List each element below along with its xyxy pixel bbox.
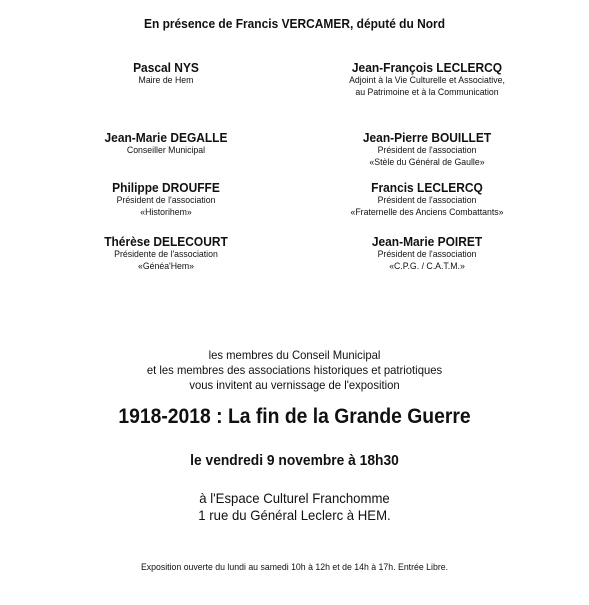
person-name: Jean-Marie POIRET [371, 234, 483, 249]
person-role: Président de l'association [116, 195, 216, 206]
person-block [297, 180, 557, 219]
person-name: Thérèse DELECOURT [104, 234, 228, 249]
person-name: Francis LECLERCQ [371, 180, 483, 195]
person-role: Conseiller Municipal [126, 145, 206, 156]
person-block [297, 130, 557, 169]
person-block [36, 180, 296, 219]
person-name: Pascal NYS [133, 60, 199, 75]
person-block [36, 234, 296, 273]
opening-hours-note: Exposition ouverte du lundi au samedi 10h à 12h et de 14h à 17h. Entrée Libre. [140, 562, 449, 573]
person-role: Président de l'association [377, 195, 477, 206]
exhibition-title: 1918-2018 : La fin de la Grande Guerre [118, 405, 471, 428]
person-block [297, 234, 557, 273]
person-role: «C.P.G. / C.A.T.M.» [389, 261, 465, 272]
person-block [36, 60, 296, 87]
person-role: «Fraternelle des Anciens Combattants» [350, 207, 504, 218]
person-role: Présidente de l'association [114, 249, 218, 260]
person-block [36, 130, 296, 157]
person-role: Maire de Hem [138, 75, 194, 86]
person-role: «Stèle du Général de Gaulle» [369, 157, 485, 168]
person-name: Jean-Marie DEGALLE [104, 130, 228, 145]
person-role: «Historihem» [140, 207, 192, 218]
person-name: Jean-Pierre BOUILLET [362, 130, 492, 145]
person-role: Président de l'association [377, 249, 477, 260]
presence-header: En présence de Francis VERCAMER, député du Nord [143, 16, 446, 31]
venue [18, 490, 572, 524]
person-block [297, 60, 557, 99]
person-role: «Généa'Hem» [137, 261, 195, 272]
person-role: au Patrimoine et à la Communication [355, 87, 499, 98]
person-role: Président de l'association [377, 145, 477, 156]
invite-line: et les membres des associations historiques et patriotiques [146, 363, 443, 377]
person-role: Adjoint à la Vie Culturelle et Associative, [349, 75, 505, 86]
venue-line: à l'Espace Culturel Franchomme [199, 490, 390, 506]
invite-line: les membres du Conseil Municipal [208, 348, 381, 362]
invitation-text [18, 348, 572, 393]
person-name: Philippe DROUFFE [112, 180, 220, 195]
venue-line: 1 rue du Général Leclerc à HEM. [198, 507, 391, 523]
invite-line: vous invitent au vernissage de l'exposition [189, 378, 400, 392]
person-name: Jean-François LECLERCQ [351, 60, 503, 75]
event-date: le vendredi 9 novembre à 18h30 [190, 452, 399, 469]
